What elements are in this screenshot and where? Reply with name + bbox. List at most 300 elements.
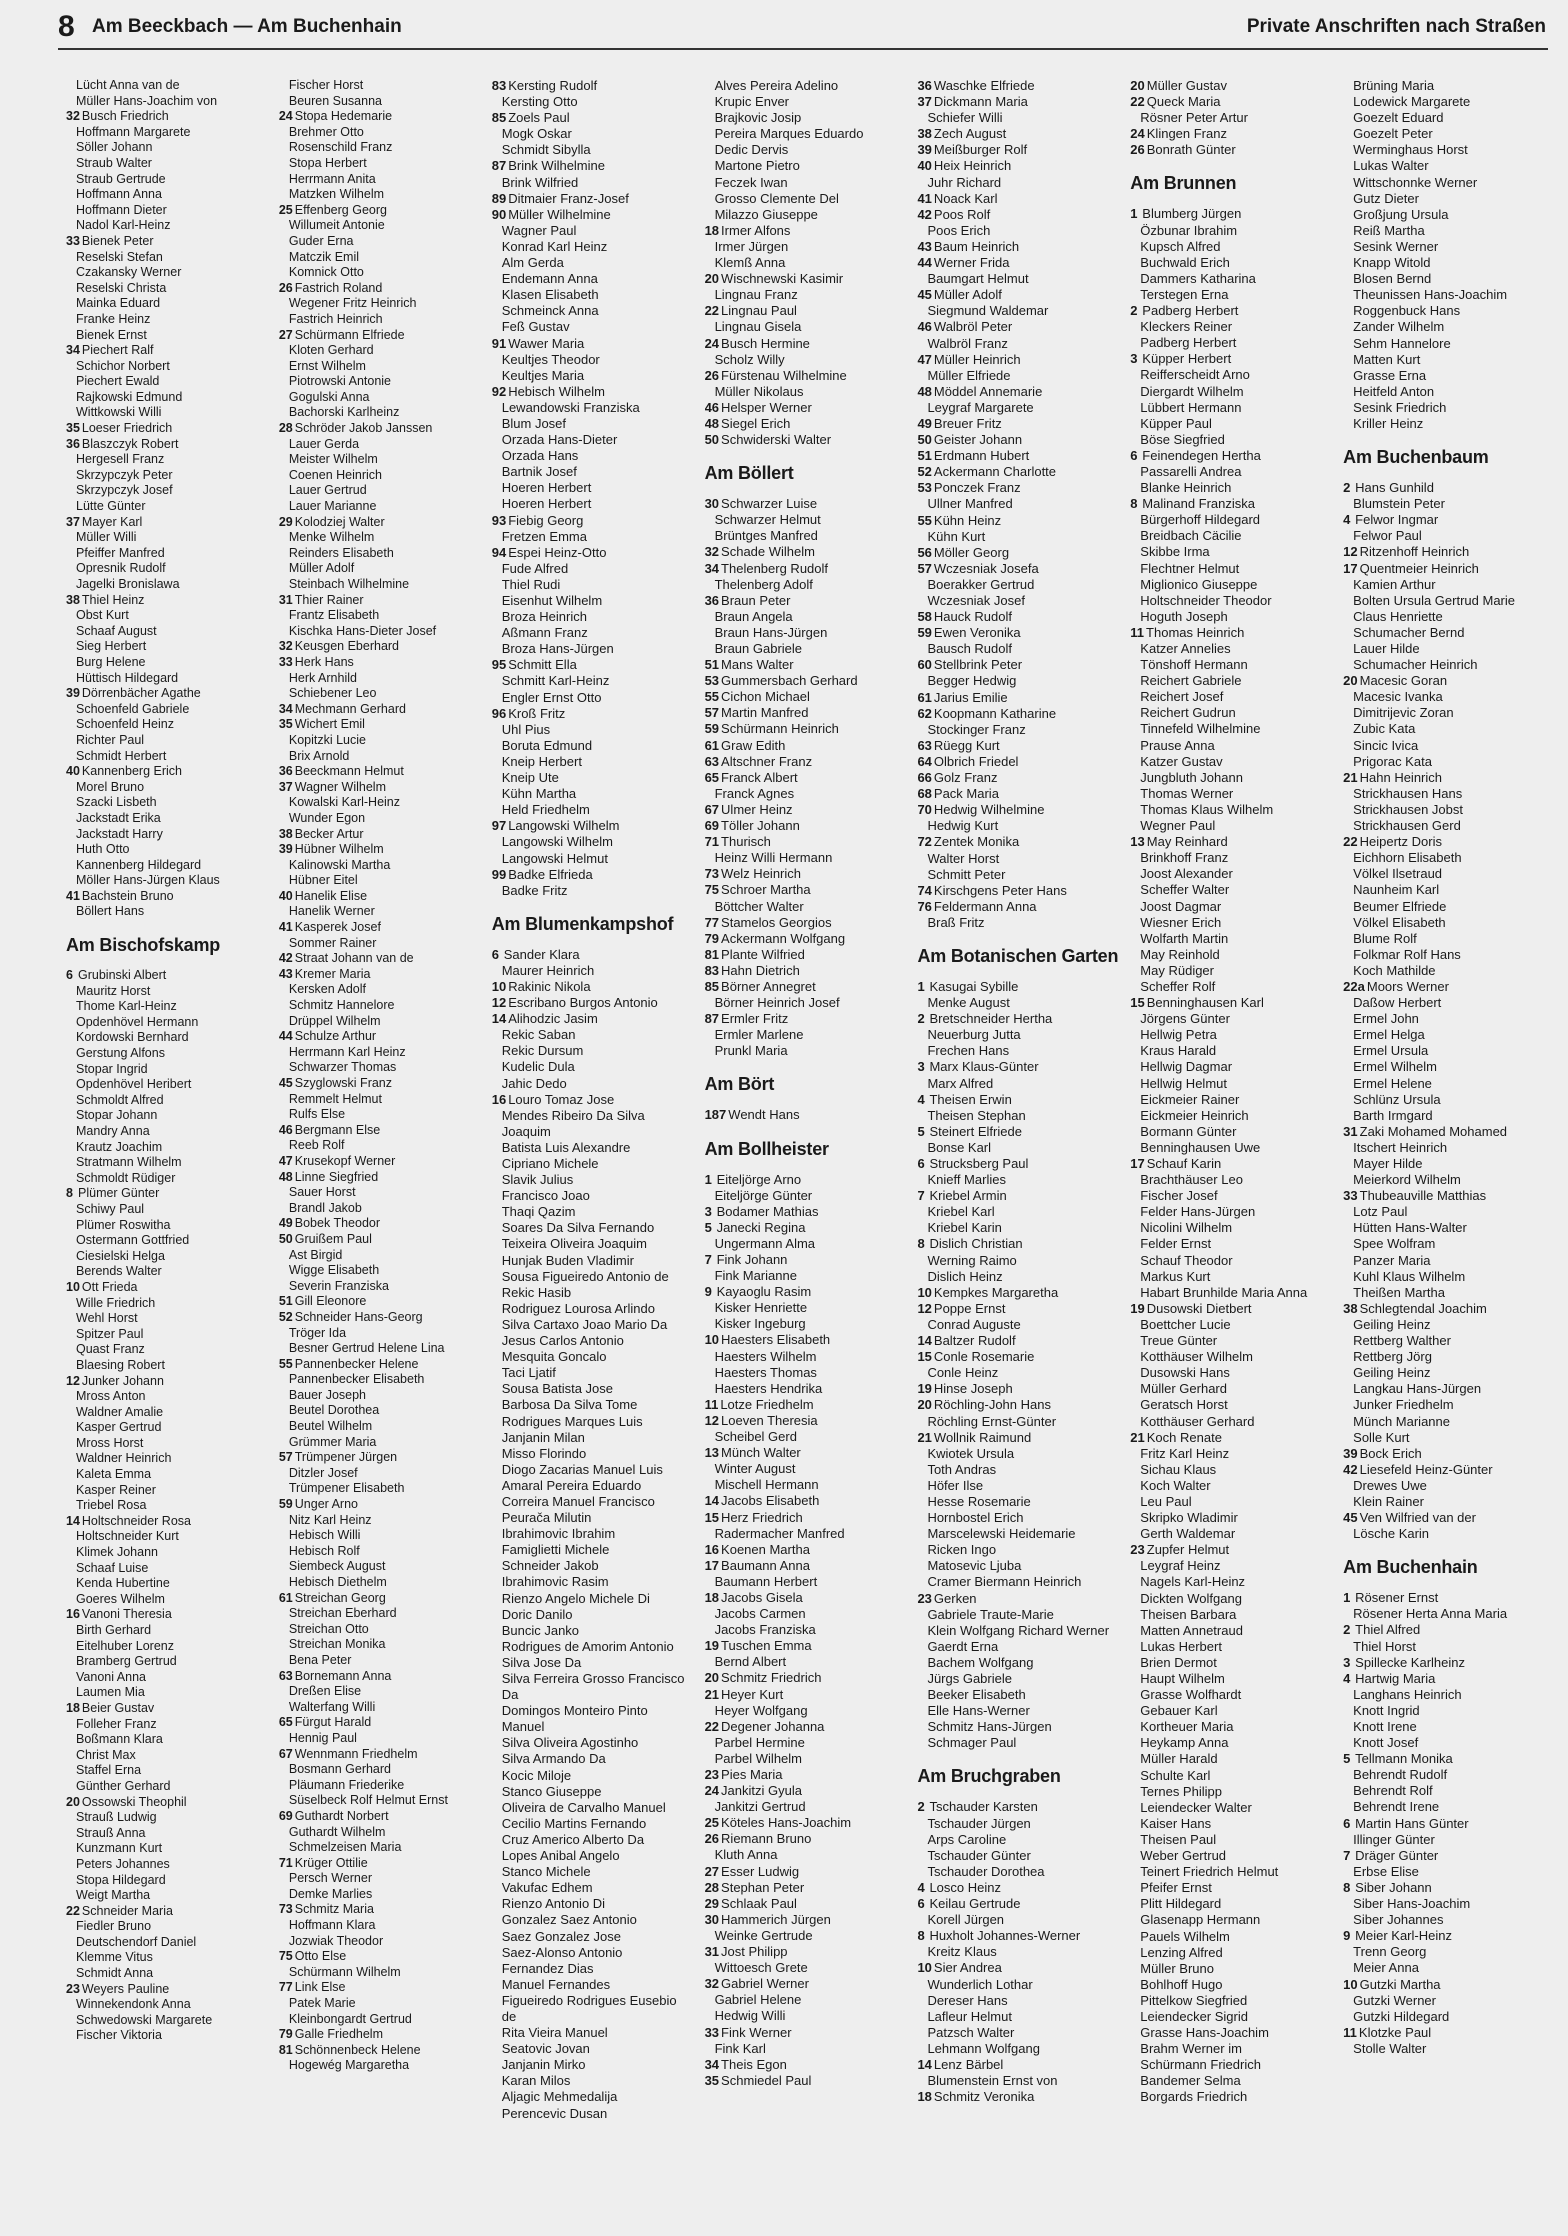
house-number: 31 — [704, 1944, 720, 1960]
resident-name: Beutel Dorothea — [288, 1403, 380, 1418]
resident-name: Schmitt Peter — [927, 866, 1006, 882]
resident-entry — [705, 882, 914, 898]
house-number: 14 — [704, 1493, 720, 1509]
house-number: 17 — [1130, 1156, 1145, 1171]
resident-name: Bosmann Gerhard — [288, 1762, 391, 1777]
resident-entry — [917, 770, 1126, 786]
resident-entry — [279, 593, 488, 609]
resident-name: Wollnik Raimund — [933, 1429, 1032, 1445]
resident-name: Meister Wilhelm — [288, 452, 378, 467]
resident-entry — [1343, 1687, 1552, 1703]
resident-name: Wolfarth Martin — [1140, 930, 1229, 946]
directory-column — [492, 78, 701, 2228]
resident-name: Strauß Anna — [76, 1825, 146, 1840]
resident-name: Pfeifer Ernst — [1140, 1880, 1212, 1896]
resident-entry — [705, 866, 914, 882]
house-number: 15 — [704, 1509, 720, 1525]
resident-name: Drewes Uwe — [1353, 1477, 1427, 1493]
resident-name: Beuren Susanna — [288, 93, 382, 108]
resident-entry — [917, 1414, 1126, 1430]
house-number: 34 — [66, 343, 80, 358]
resident-name: Rodriguez Lourosa Arlindo — [501, 1300, 655, 1316]
resident-entry — [1130, 239, 1339, 255]
resident-name: Da — [501, 1687, 519, 1703]
resident-entry — [1130, 1719, 1339, 1735]
house-number: 21 — [917, 1429, 932, 1445]
resident-entry — [492, 1574, 701, 1590]
resident-name: Schiwy Paul — [76, 1201, 145, 1216]
resident-name: Willumeit Antonie — [288, 218, 385, 233]
resident-name: Bobek Theodor — [294, 1216, 381, 1231]
house-number: 14 — [917, 1333, 932, 1349]
resident-name: Thomas Heinrich — [1146, 624, 1245, 640]
resident-entry — [492, 1301, 701, 1317]
resident-name: Piechert Ralf — [81, 343, 154, 358]
resident-entry — [705, 2008, 914, 2024]
house-number: 22 — [704, 303, 720, 319]
resident-name: Ermel Ursula — [1353, 1043, 1429, 1059]
resident-name: Meißburger Rolf — [933, 142, 1028, 158]
resident-entry — [705, 400, 914, 416]
resident-entry — [492, 1784, 701, 1800]
resident-name: Parbel Wilhelm — [714, 1750, 802, 1766]
house-number: 18 — [66, 1700, 80, 1715]
resident-name: Meier Anna — [1353, 1960, 1419, 1976]
resident-entry — [917, 1140, 1126, 1156]
resident-entry — [705, 979, 914, 995]
resident-entry — [1343, 303, 1552, 319]
resident-entry — [279, 1731, 488, 1747]
resident-name: Stanco Giuseppe — [501, 1783, 602, 1799]
resident-entry — [917, 1027, 1126, 1043]
house-number: 87 — [704, 1011, 720, 1027]
resident-entry — [705, 689, 914, 705]
resident-name: Schmitz Friedrich — [721, 1670, 822, 1686]
resident-name: Hebisch Diethelm — [288, 1575, 387, 1589]
resident-entry — [1343, 882, 1552, 898]
resident-entry — [492, 384, 701, 400]
resident-name: Walbröl Franz — [927, 335, 1008, 351]
house-number: 38 — [917, 126, 932, 142]
resident-name: Mogk Oskar — [501, 126, 572, 142]
resident-name: Dräger Günter — [1355, 1847, 1439, 1863]
resident-entry — [279, 1279, 488, 1295]
resident-entry — [917, 1333, 1126, 1349]
resident-entry — [917, 271, 1126, 287]
resident-entry — [492, 529, 701, 545]
resident-name: Saez-Alonso Antonio — [501, 1944, 623, 1960]
resident-name: Pauels Wilhelm — [1140, 1928, 1230, 1944]
resident-entry — [492, 641, 701, 657]
resident-name: Beeker Elisabeth — [927, 1687, 1026, 1703]
resident-name: Keultjes Theodor — [501, 351, 600, 367]
resident-entry — [917, 1816, 1126, 1832]
resident-entry — [917, 2009, 1126, 2025]
street-heading: Am Brunnen — [1130, 173, 1237, 194]
resident-entry — [492, 352, 701, 368]
resident-name: Koch Walter — [1140, 1477, 1211, 1493]
resident-entry — [1130, 1059, 1339, 1075]
house-number: 38 — [66, 592, 80, 607]
resident-name: Engler Ernst Otto — [501, 689, 602, 705]
resident-entry — [917, 1059, 1126, 1075]
house-number: 73 — [704, 866, 720, 882]
resident-entry — [1343, 416, 1552, 432]
resident-name: Endemann Anna — [501, 271, 598, 287]
resident-entry — [705, 223, 914, 239]
house-number: 55 — [704, 689, 720, 705]
resident-entry — [492, 496, 701, 512]
house-number: 1 — [704, 1171, 712, 1187]
resident-entry — [917, 110, 1126, 126]
house-number: 6 — [66, 968, 73, 983]
resident-name: Fischer Josef — [1140, 1188, 1218, 1204]
resident-name: Thubeauville Matthias — [1359, 1188, 1487, 1204]
resident-name: Klasen Elisabeth — [501, 287, 599, 303]
resident-entry — [705, 1300, 914, 1316]
house-number: 68 — [917, 786, 932, 802]
resident-name: Krautz Joachim — [76, 1139, 163, 1154]
resident-name: Nitz Karl Heinz — [288, 1512, 372, 1527]
resident-entry — [1343, 641, 1552, 657]
resident-name: Blumstein Peter — [1353, 496, 1445, 512]
resident-name: Folleher Franz — [76, 1716, 157, 1731]
resident-name: Silva Oliveira Agostinho — [501, 1735, 639, 1751]
resident-entry — [492, 2009, 701, 2025]
resident-name: Blum Josef — [501, 415, 567, 431]
resident-entry — [279, 655, 488, 671]
resident-entry — [1343, 1880, 1552, 1896]
resident-name: Möddel Annemarie — [933, 383, 1043, 399]
resident-name: Strickhausen Hans — [1353, 785, 1463, 801]
resident-entry — [1343, 1478, 1552, 1494]
resident-name: Siber Johann — [1355, 1879, 1432, 1895]
resident-entry — [917, 1993, 1126, 2009]
house-number: 21 — [704, 1686, 720, 1702]
resident-name: Haesters Elisabeth — [721, 1332, 831, 1348]
resident-entry — [66, 1358, 275, 1374]
resident-entry — [279, 608, 488, 624]
resident-entry — [705, 1960, 914, 1976]
resident-name: Wagner Wilhelm — [294, 779, 386, 794]
resident-entry — [1130, 110, 1339, 126]
resident-entry — [66, 999, 275, 1015]
resident-entry — [1130, 142, 1339, 158]
resident-name: Galle Friedhelm — [294, 2027, 383, 2042]
resident-entry — [917, 641, 1126, 657]
resident-entry — [1130, 1317, 1339, 1333]
house-number: 75 — [704, 882, 720, 898]
house-number: 71 — [704, 834, 720, 850]
resident-name: Schauf Karin — [1146, 1156, 1222, 1171]
resident-name: Ott Frieda — [81, 1279, 138, 1294]
resident-name: Kannenberg Hildegard — [76, 857, 202, 872]
resident-name: Haesters Thomas — [714, 1364, 817, 1380]
resident-entry — [1343, 1606, 1552, 1622]
resident-entry — [705, 1670, 914, 1686]
house-number: 49 — [278, 1216, 293, 1231]
resident-name: Milazzo Giuseppe — [714, 206, 818, 222]
resident-name: Kaiser Hans — [1140, 1815, 1212, 1831]
resident-entry — [66, 1202, 275, 1218]
resident-entry — [279, 686, 488, 702]
resident-name: Strauß Ludwig — [76, 1810, 157, 1825]
resident-entry — [279, 577, 488, 593]
resident-entry — [66, 421, 275, 437]
resident-name: May Reinhold — [1140, 946, 1220, 962]
resident-entry — [1130, 2025, 1339, 2041]
resident-name: Kloten Gerhard — [288, 343, 374, 358]
house-number: 3 — [917, 1059, 925, 1075]
resident-name: Strickhausen Gerd — [1353, 818, 1461, 834]
resident-entry — [705, 78, 914, 94]
house-number: 19 — [704, 1638, 720, 1654]
resident-entry — [705, 1606, 914, 1622]
resident-entry — [66, 1389, 275, 1405]
resident-entry — [66, 1654, 275, 1670]
resident-name: Weyers Pauline — [81, 1981, 170, 1996]
resident-entry — [492, 1092, 701, 1108]
resident-entry — [917, 867, 1126, 883]
house-number: 4 — [1343, 512, 1351, 528]
resident-name: Küpper Herbert — [1142, 351, 1232, 367]
house-number: 38 — [278, 826, 293, 841]
street-heading: Am Bischofskamp — [66, 935, 221, 956]
resident-entry — [1130, 1526, 1339, 1542]
resident-entry — [66, 1108, 275, 1124]
resident-name: Hebisch Wilhelm — [508, 383, 605, 399]
resident-name: Braun Gabriele — [714, 641, 803, 656]
house-number: 1 — [1343, 1590, 1351, 1606]
resident-entry — [917, 1977, 1126, 1993]
resident-entry — [917, 899, 1126, 915]
resident-entry — [66, 1717, 275, 1733]
resident-entry — [492, 883, 701, 899]
resident-name: Lukas Walter — [1353, 158, 1429, 174]
resident-entry — [1343, 1703, 1552, 1719]
house-number: 32 — [66, 109, 80, 124]
resident-name: Lewandowski Franziska — [501, 399, 640, 415]
resident-entry — [917, 738, 1126, 754]
house-number: 50 — [917, 432, 932, 448]
resident-name: Töller Johann — [721, 818, 800, 834]
resident-entry — [1130, 818, 1339, 834]
resident-entry — [492, 1623, 701, 1639]
resident-entry — [705, 1574, 914, 1590]
resident-name: Kordowski Bernhard — [76, 1030, 189, 1045]
resident-entry — [279, 998, 488, 1014]
resident-entry — [66, 873, 275, 889]
resident-entry — [279, 1326, 488, 1342]
resident-name: Straub Gertrude — [76, 171, 166, 186]
resident-name: Kleckers Reiner — [1140, 319, 1233, 335]
resident-entry — [1343, 1076, 1552, 1092]
resident-name: Gruißem Paul — [294, 1231, 372, 1246]
resident-entry — [66, 405, 275, 421]
resident-name: Plümer Günter — [78, 1186, 160, 1201]
resident-entry — [66, 1904, 275, 1920]
resident-name: Eitelhuber Lorenz — [76, 1638, 174, 1653]
resident-name: Schmitz Hans-Jürgen — [927, 1719, 1052, 1735]
resident-entry — [1343, 593, 1552, 609]
resident-name: Reichert Josef — [1140, 689, 1224, 705]
resident-name: Behrendt Rudolf — [1353, 1767, 1448, 1783]
resident-entry — [917, 126, 1126, 142]
resident-name: Jürgs Gabriele — [927, 1671, 1012, 1686]
resident-entry — [705, 963, 914, 979]
resident-entry — [1130, 1092, 1339, 1108]
resident-name: Prause Anna — [1140, 737, 1215, 753]
resident-name: Figueiredo Rodrigues Eusebio — [501, 1992, 677, 2008]
resident-entry — [492, 239, 701, 255]
resident-name: Tschauder Dorothea — [927, 1863, 1045, 1879]
resident-entry — [492, 818, 701, 834]
resident-entry — [917, 1639, 1126, 1655]
resident-name: Vanoni Anna — [76, 1669, 146, 1684]
house-number: 56 — [917, 544, 932, 560]
resident-name: Birth Gerhard — [76, 1623, 152, 1637]
resident-entry — [1343, 1783, 1552, 1799]
resident-entry — [1130, 223, 1339, 239]
house-number: 42 — [917, 206, 932, 222]
resident-entry — [1343, 850, 1552, 866]
house-number: 62 — [917, 705, 932, 721]
resident-name: Weber Gertrud — [1140, 1848, 1227, 1864]
resident-name: Schaaf Luise — [76, 1560, 149, 1575]
resident-name: Streichan Monika — [288, 1637, 386, 1652]
resident-name: Ibrahimovic Rasim — [501, 1574, 609, 1590]
resident-name: Waldner Heinrich — [76, 1451, 172, 1466]
resident-entry — [66, 343, 275, 359]
resident-name: Strickhausen Jobst — [1353, 801, 1463, 817]
resident-entry — [492, 1365, 701, 1381]
resident-entry — [66, 499, 275, 515]
resident-entry — [492, 1510, 701, 1526]
house-number: 26 — [704, 367, 720, 383]
house-number: 59 — [917, 625, 932, 641]
resident-entry — [917, 1301, 1126, 1317]
resident-entry — [492, 1993, 701, 2009]
resident-name: Lopes Anibal Angelo — [501, 1848, 620, 1864]
resident-entry — [1130, 754, 1339, 770]
resident-name: Fischer Viktoria — [76, 2028, 162, 2043]
resident-entry — [1130, 464, 1339, 480]
house-number: 11 — [1343, 2024, 1357, 2040]
resident-name: Kenda Hubertine — [76, 1576, 170, 1591]
resident-name: Rettberg Jörg — [1353, 1349, 1432, 1365]
resident-entry — [66, 764, 275, 780]
resident-name: Franck Albert — [721, 769, 798, 785]
resident-name: Unger Arno — [294, 1497, 358, 1512]
resident-entry — [1343, 368, 1552, 384]
resident-name: Wiesner Erich — [1140, 914, 1222, 930]
resident-name: Wegner Paul — [1140, 818, 1216, 834]
resident-entry — [279, 78, 488, 94]
resident-name: Ven Wilfried van der — [1359, 1510, 1476, 1526]
resident-entry — [279, 405, 488, 421]
resident-entry — [66, 1264, 275, 1280]
resident-entry — [917, 1735, 1126, 1751]
page-header — [58, 10, 1548, 50]
resident-name: Wittkowski Willi — [76, 405, 162, 420]
resident-entry — [492, 1687, 701, 1703]
resident-name: Thomas Werner — [1140, 785, 1234, 801]
resident-name: Piotrowski Antonie — [288, 374, 391, 389]
resident-name: Blume Rolf — [1353, 930, 1417, 946]
resident-entry — [1130, 802, 1339, 818]
resident-name: Szyglowski Franz — [294, 1076, 393, 1090]
resident-name: Stratmann Wilhelm — [76, 1155, 182, 1170]
resident-entry — [917, 1558, 1126, 1574]
resident-entry — [917, 625, 1126, 641]
resident-entry — [279, 1435, 488, 1451]
resident-name: Boerakker Gertrud — [927, 576, 1035, 592]
resident-name: Jacobs Franziska — [714, 1622, 816, 1638]
resident-entry — [66, 1015, 275, 1031]
resident-name: Famiglietti Michele — [501, 1542, 610, 1558]
resident-entry — [1130, 1607, 1339, 1623]
resident-entry — [66, 1124, 275, 1140]
house-number: 6 — [917, 1156, 925, 1171]
resident-entry — [66, 780, 275, 796]
resident-name: Silva Jose Da — [501, 1654, 582, 1670]
resident-entry — [492, 1542, 701, 1558]
resident-name: Schmitz Hannelore — [288, 998, 395, 1013]
resident-name: Schulze Arthur — [294, 1029, 377, 1044]
resident-name: Maurer Heinrich — [501, 962, 595, 978]
resident-name: Bornemann Anna — [294, 1668, 392, 1683]
resident-entry — [492, 2057, 701, 2073]
resident-entry — [1130, 1510, 1339, 1526]
resident-entry — [1343, 1108, 1552, 1124]
house-number: 36 — [917, 78, 932, 93]
resident-name: Braun Peter — [721, 592, 791, 608]
house-number: 63 — [278, 1668, 293, 1683]
resident-entry — [492, 1108, 701, 1124]
resident-entry — [1130, 448, 1339, 464]
resident-name: Süselbeck Rolf Helmut Ernst — [288, 1793, 448, 1808]
house-number: 28 — [704, 1879, 720, 1895]
resident-entry — [279, 1185, 488, 1201]
resident-entry — [917, 2073, 1126, 2089]
directory-column — [705, 78, 914, 2228]
resident-entry — [66, 749, 275, 765]
resident-name: Sehm Hannelore — [1353, 335, 1451, 351]
resident-entry — [1343, 1848, 1552, 1864]
resident-name: Parbel Hermine — [714, 1734, 805, 1750]
resident-name: Reselski Stefan — [76, 249, 163, 264]
resident-name: Irmer Alfons — [721, 222, 791, 238]
resident-entry — [917, 1043, 1126, 1059]
house-number: 22 — [704, 1718, 720, 1734]
resident-name: Peurača Milutin — [501, 1510, 592, 1526]
resident-entry — [492, 1816, 701, 1832]
resident-name: Martin Manfred — [721, 705, 809, 721]
resident-entry — [917, 1156, 1126, 1172]
resident-name: Ossowski Theophil — [81, 1794, 187, 1809]
resident-name: Kotthäuser Gerhard — [1140, 1413, 1255, 1429]
resident-name: Slavik Julius — [501, 1172, 574, 1188]
resident-name: Stopa Hedemarie — [294, 109, 393, 124]
resident-name: Thelenberg Rudolf — [721, 560, 829, 576]
resident-name: Saez Gonzalez Jose — [501, 1928, 621, 1944]
resident-name: Ackermann Charlotte — [933, 464, 1057, 480]
resident-entry — [492, 1896, 701, 1912]
resident-name: Ermler Fritz — [721, 1011, 789, 1027]
resident-entry — [279, 1388, 488, 1404]
house-number: 3 — [704, 1203, 712, 1219]
resident-entry — [492, 480, 701, 496]
